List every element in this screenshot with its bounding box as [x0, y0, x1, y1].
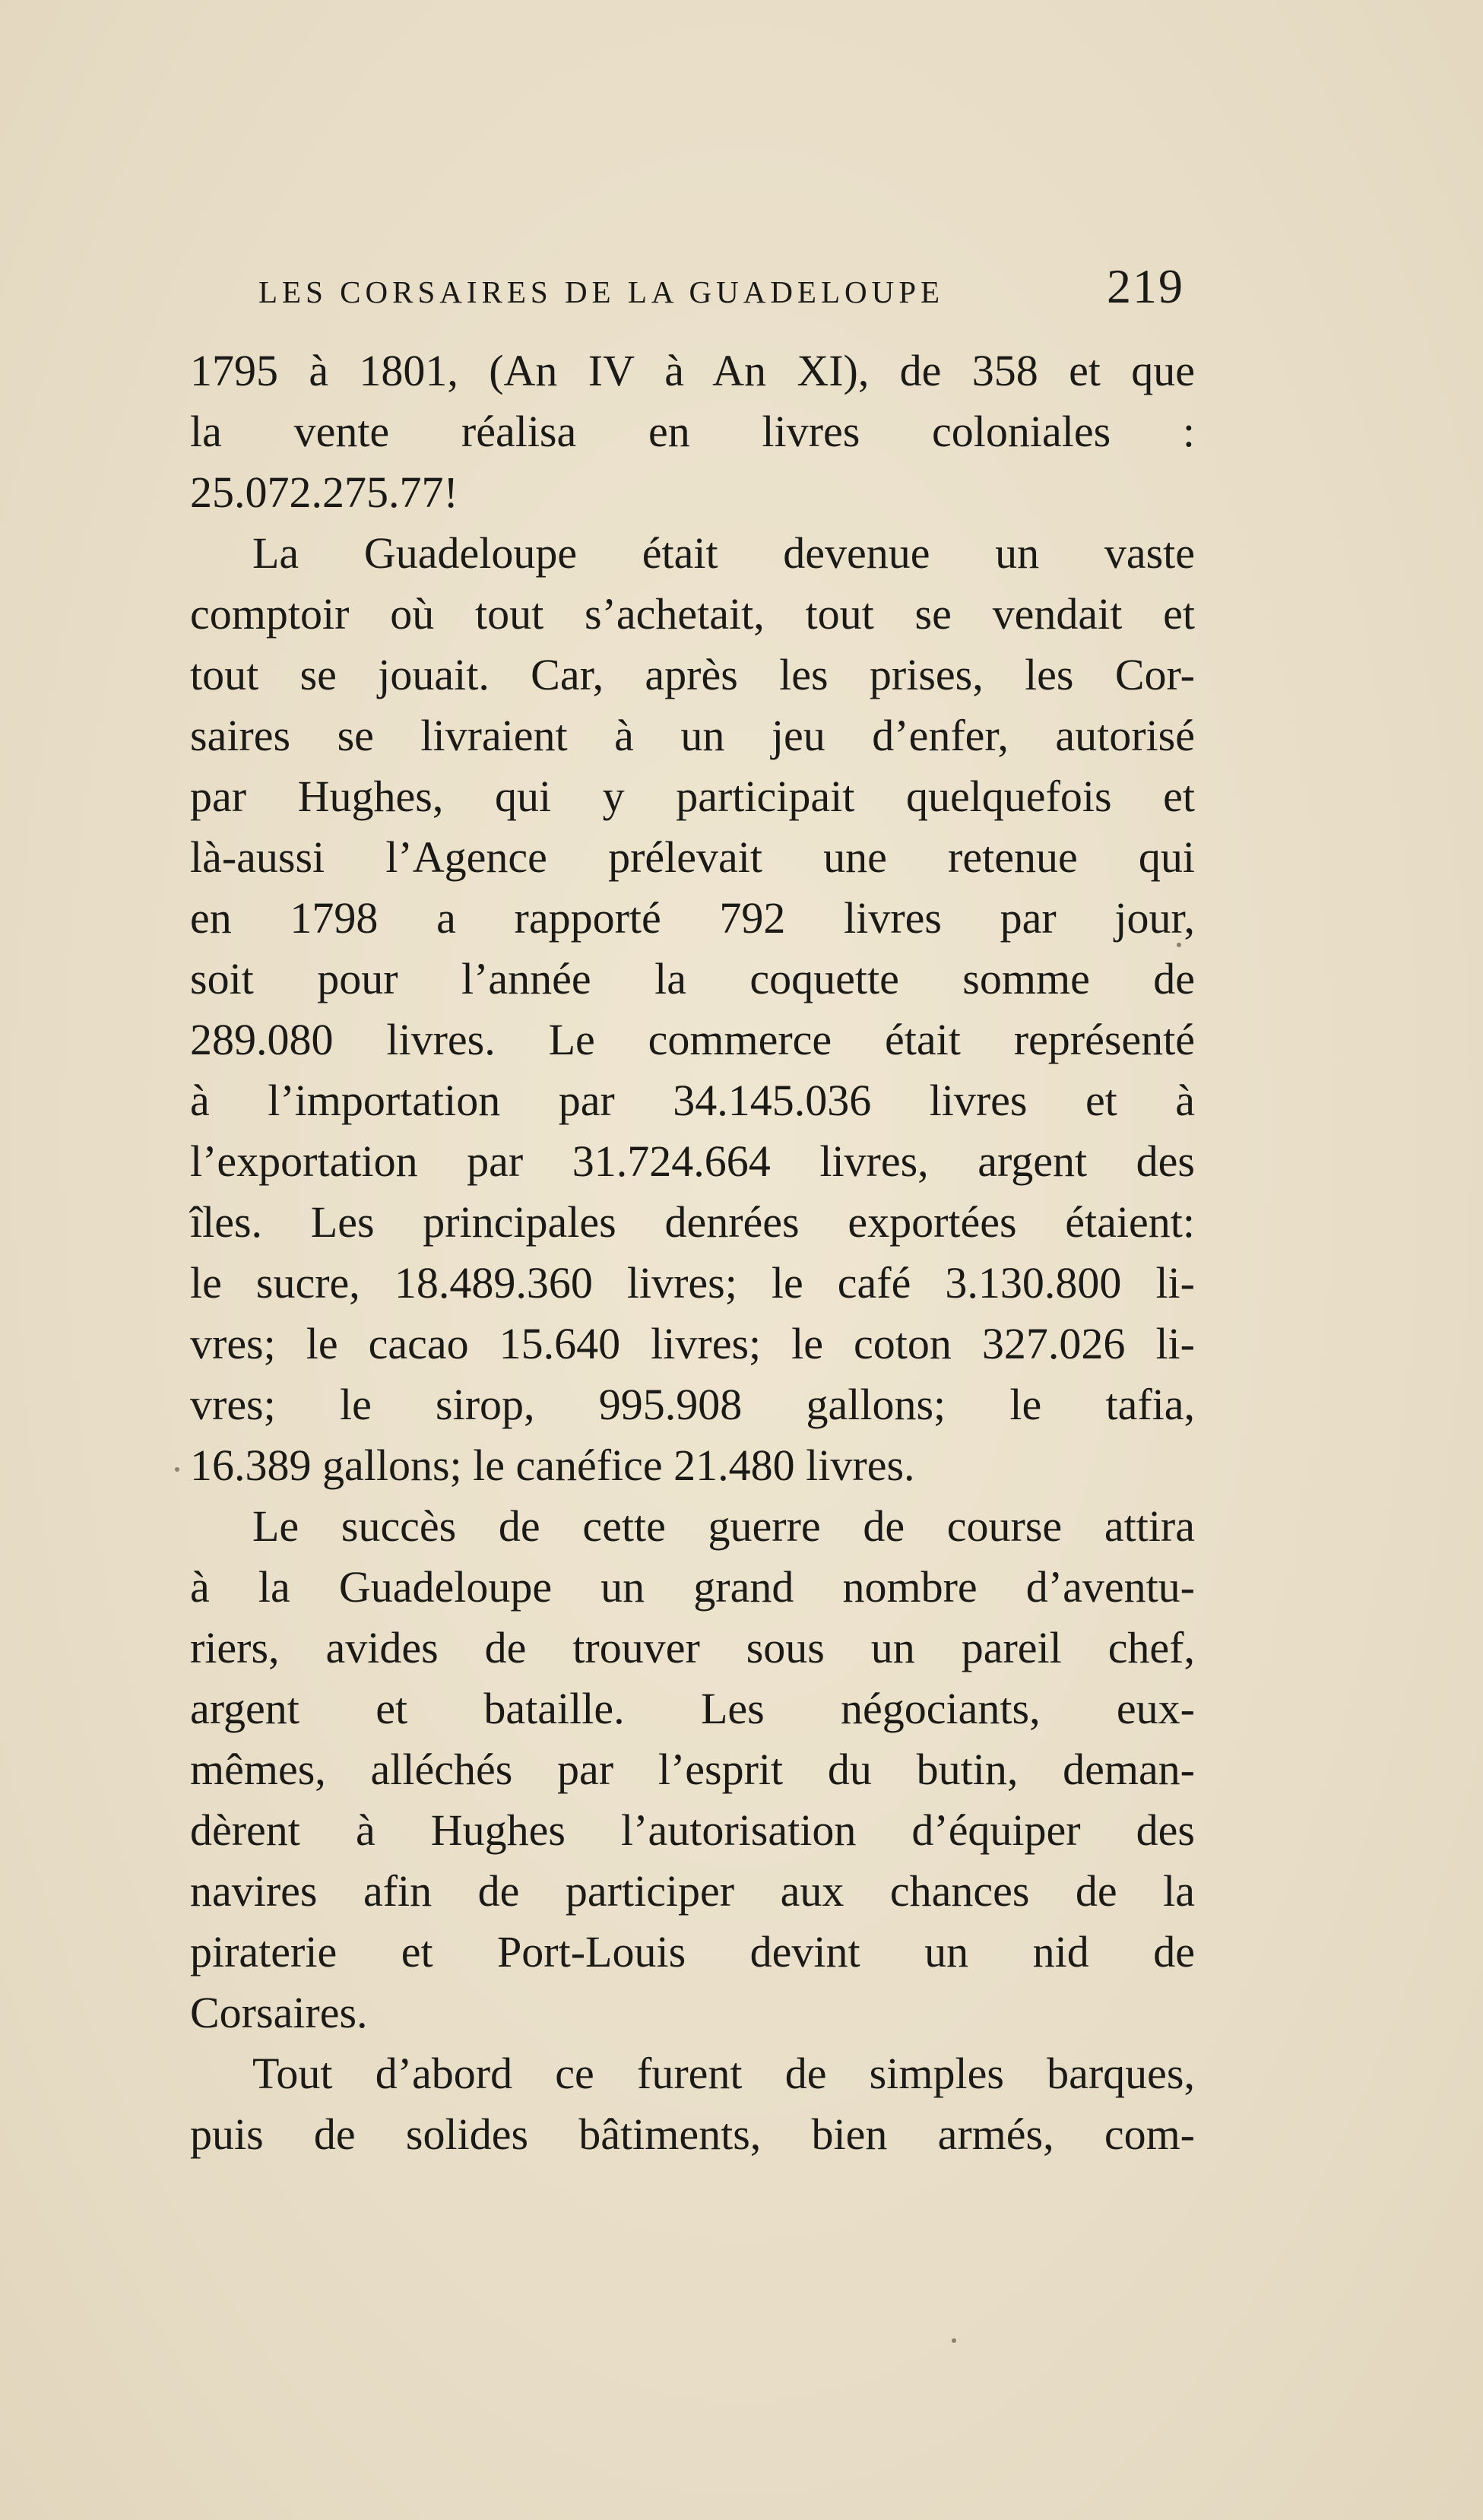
text-line: 289.080 livres. Le commerce était représenté — [190, 1015, 1195, 1064]
text-line: riers, avides de trouver sous un pareil chef, — [190, 1623, 1195, 1672]
text-line: tout se jouait. Car, après les prises, les Cor- — [190, 650, 1195, 699]
text-line: Corsaires. — [190, 1988, 368, 2037]
text-line: navires afin de participer aux chances de la — [190, 1866, 1195, 1916]
text-line: dèrent à Hughes l’autorisation d’équiper des — [190, 1805, 1195, 1855]
text-line: là-aussi l’Agence prélevait une retenue qui — [190, 832, 1195, 882]
paper-speck — [1177, 943, 1181, 947]
text-line: comptoir où tout s’achetait, tout se vendait et — [190, 589, 1195, 639]
text-line: 1795 à 1801, (An IV à An XI), de 358 et que — [190, 346, 1195, 395]
text-line: en 1798 a rapporté 792 livres par jour, — [190, 893, 1195, 943]
text-line: 16.389 gallons; le canéfice 21.480 livres. — [190, 1441, 915, 1490]
text-line: piraterie et Port-Louis devint un nid de — [190, 1927, 1195, 1976]
body-text — [190, 341, 1195, 2165]
text-line: à la Guadeloupe un grand nombre d’aventu- — [190, 1562, 1195, 1612]
text-line: l’exportation par 31.724.664 livres, argent des — [190, 1136, 1195, 1186]
text-line: 25.072.275.77! — [190, 468, 458, 517]
text-line: vres; le cacao 15.640 livres; le coton 327.026 li- — [190, 1319, 1195, 1368]
text-line: La Guadeloupe était devenue un vaste — [252, 528, 1195, 578]
text-line: à l’importation par 34.145.036 livres et à — [190, 1076, 1195, 1125]
text-line: argent et bataille. Les négociants, eux- — [190, 1684, 1195, 1733]
text-line: par Hughes, qui y participait quelquefois et — [190, 772, 1195, 821]
running-head: LES CORSAIRES DE LA GUADELOUPE — [258, 274, 945, 309]
text-line: Le succès de cette guerre de course attira — [252, 1501, 1195, 1551]
page-number: 219 — [1107, 259, 1184, 313]
text-line: soit pour l’année la coquette somme de — [190, 954, 1195, 1003]
text-line: mêmes, alléchés par l’esprit du butin, deman- — [190, 1745, 1195, 1794]
text-line: puis de solides bâtiments, bien armés, com- — [190, 2110, 1195, 2159]
text-line: îles. Les principales denrées exportées étaient: — [190, 1197, 1195, 1247]
text-line: le sucre, 18.489.360 livres; le café 3.130.800 li- — [190, 1258, 1195, 1308]
text-line: vres; le sirop, 995.908 gallons; le tafia, — [190, 1380, 1195, 1429]
text-line: Tout d’abord ce furent de simples barques, — [252, 2049, 1195, 2098]
paper-speck — [952, 2338, 956, 2343]
text-line: la vente réalisa en livres coloniales : — [190, 407, 1195, 456]
paper-speck — [175, 1467, 179, 1472]
text-line: saires se livraient à un jeu d’enfer, autorisé — [190, 711, 1195, 760]
page-header — [258, 258, 1186, 327]
